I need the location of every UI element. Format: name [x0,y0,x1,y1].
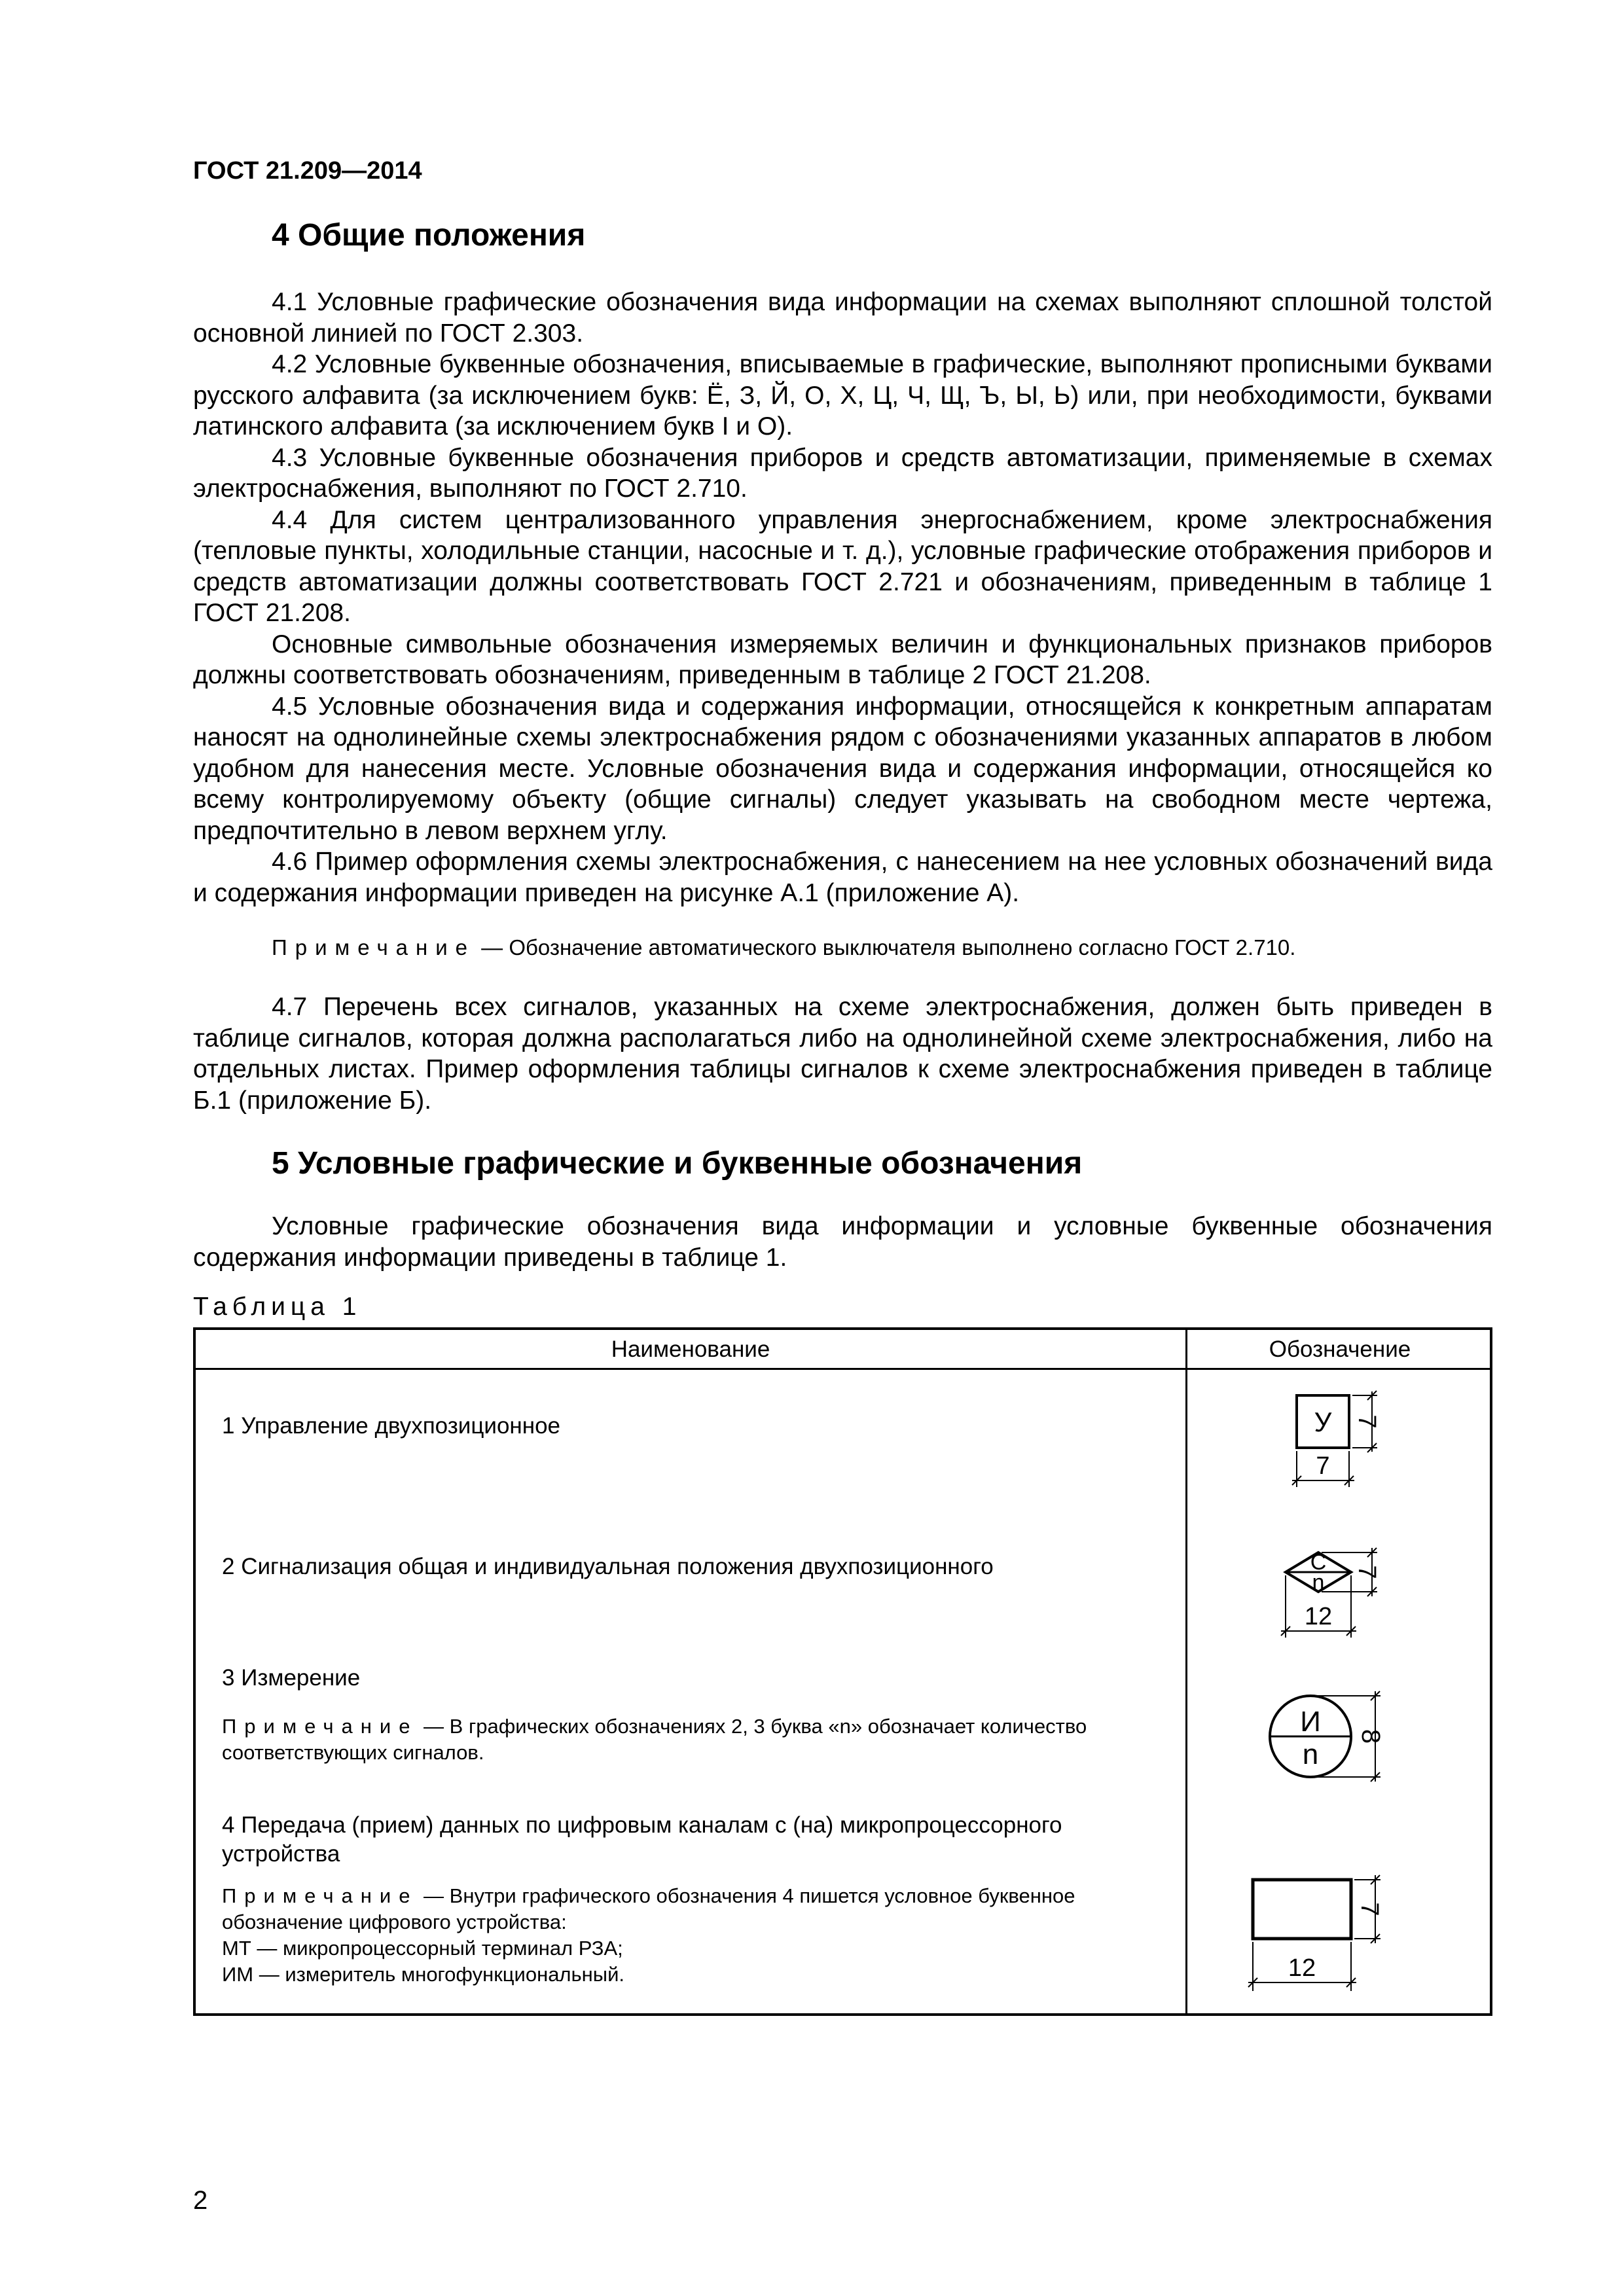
note-text: — В графических обозначениях 2, 3 буква «n» обозначает количество соответствующих сигналов. [222,1715,1087,1764]
note-label: Примечание [222,1715,418,1738]
table-row-4-name: 4 Передача (прием) данных по цифровым каналам с (на) микропроцессорного устройства [222,1812,1062,1867]
section-5-title: 5 Условные графические и буквенные обозначения [272,1146,1083,1181]
table-row-4-note-line-1: МТ — микропроцессорный терминал РЗА; [222,1937,623,1960]
section-5-body [193,1211,1492,1273]
paragraph-4-7: 4.7 Перечень всех сигналов, указанных на схеме электроснабжения, должен быть приведен в таблице сигналов, которая должна располагаться либо на однолинейной схеме электроснабжения, либо на отдельных листах. Пример оформления таблицы сигналов к схеме электроснабжения приведен в таблице Б.1 (приложение Б). [193,993,1492,1115]
paragraph-4-6: 4.6 Пример оформления схемы электроснабжения, с нанесением на нее условных обозначений вида и содержания информации приведен на рисунке А.1 (приложение А). [193,848,1492,907]
dimension-width-label: 12 [1288,1954,1316,1982]
table-row-3-note [222,1713,1164,1766]
table-row-4 [222,1811,1164,1988]
table-row-3 [222,1664,1164,1766]
paragraph-4-1: 4.1 Условные графические обозначения вида информации на схемах выполняют сплошной толстой основной линией по ГОСТ 2.303. [193,288,1492,348]
note-label: Примечание [222,1884,418,1907]
table-row-3-name: 3 Измерение [222,1665,361,1691]
section-4-title: 4 Общие положения [272,218,586,253]
paragraph-4-4: 4.4 Для систем централизованного управления энергоснабжением, кроме электроснабжения (тепловые пункты, холодильные станции, насосные и т. д.), условные графические отображения приборов и средств автоматизации должны соответствовать ГОСТ 2.721 и обозначениям, приведенным в таблице 1 ГОСТ 21.208. [193,505,1492,627]
section-4-note [272,933,1502,963]
table-header-name: Наименование [611,1336,770,1362]
symbol-letter-top: И [1300,1706,1321,1738]
note-text: — Обозначение автоматического выключателя выполнено согласно ГОСТ 2.710. [475,935,1296,960]
table-row-4-note-line-2: ИМ — измеритель многофункциональный. [222,1963,625,1986]
table-caption: Таблица 1 [193,1293,362,1321]
digital-channel-symbol [1187,1860,1492,1991]
measurement-symbol [1187,1687,1492,1785]
symbol-letter-bottom: n [1302,1738,1319,1770]
section-5-intro: Условные графические обозначения вида информации и условные буквенные обозначения содержания информации приведены в таблице 1. [193,1212,1492,1272]
page-number: 2 [193,2186,208,2215]
paragraph-4-7-block [193,992,1492,1116]
dimension-width-label: 12 [1304,1603,1333,1630]
document-header: ГОСТ 21.209—2014 [193,157,422,185]
note-text: — Внутри графического обозначения 4 пишется условное буквенное обозначение цифрового устройства: [222,1884,1075,1933]
symbol-letter-bottom: n [1312,1570,1325,1595]
section-4-body [193,287,1492,908]
table-header-divider [196,1368,1490,1370]
symbol-rectangle [1253,1880,1351,1939]
paragraph-4-4-extra: Основные символьные обозначения измеряемых величин и функциональных признаков приборов должны соответствовать обозначениям, приведенным в таблице 2 ГОСТ 21.208. [193,630,1492,689]
signaling-symbol [1187,1526,1492,1657]
dimension-height-label: 7 [1353,1414,1380,1429]
dimension-height-label: 8 [1356,1729,1385,1744]
paragraph-4-5: 4.5 Условные обозначения вида и содержания информации, относящейся к конкретным аппаратам наносят на однолинейные схемы электроснабжения рядом с обозначениями указанных аппаратов в любом удобном для нанесения месте. Условные обозначения вида и содержания информации, относящейся ко всему контролируемому объекту (общие сигналы) следует указывать на свободном месте чертежа, предпочтительно в левом верхнем углу. [193,692,1492,845]
symbol-letter-u: У [1314,1407,1332,1437]
table-row-4-note [222,1883,1164,1935]
table-header-symbol: Обозначение [1269,1336,1411,1362]
two-position-control-symbol [1187,1382,1492,1513]
table-row-1-name: 1 Управление двухпозиционное [222,1413,561,1439]
table-row-2-name: 2 Сигнализация общая и индивидуальная положения двухпозиционного [222,1554,994,1579]
paragraph-4-3: 4.3 Условные буквенные обозначения приборов и средств автоматизации, применяемые в схемах электроснабжения, выполняют по ГОСТ 2.710. [193,443,1492,503]
table-1 [193,1327,1492,2016]
note-label: Примечание [272,935,476,960]
paragraph-4-2: 4.2 Условные буквенные обозначения, вписываемые в графические, выполняют прописными буквами русского алфавита (за исключением букв: Ё, З, Й, О, Х, Ц, Ч, Щ, Ъ, Ы, Ь) или, при необходимости, буквами латинского алфавита (за исключением букв I и О). [193,350,1492,440]
dimension-width-label: 7 [1316,1452,1330,1480]
symbol-letter-top: С [1310,1550,1327,1575]
dimension-height-label: 7 [1353,1565,1380,1579]
dimension-height-label: 7 [1356,1902,1383,1916]
